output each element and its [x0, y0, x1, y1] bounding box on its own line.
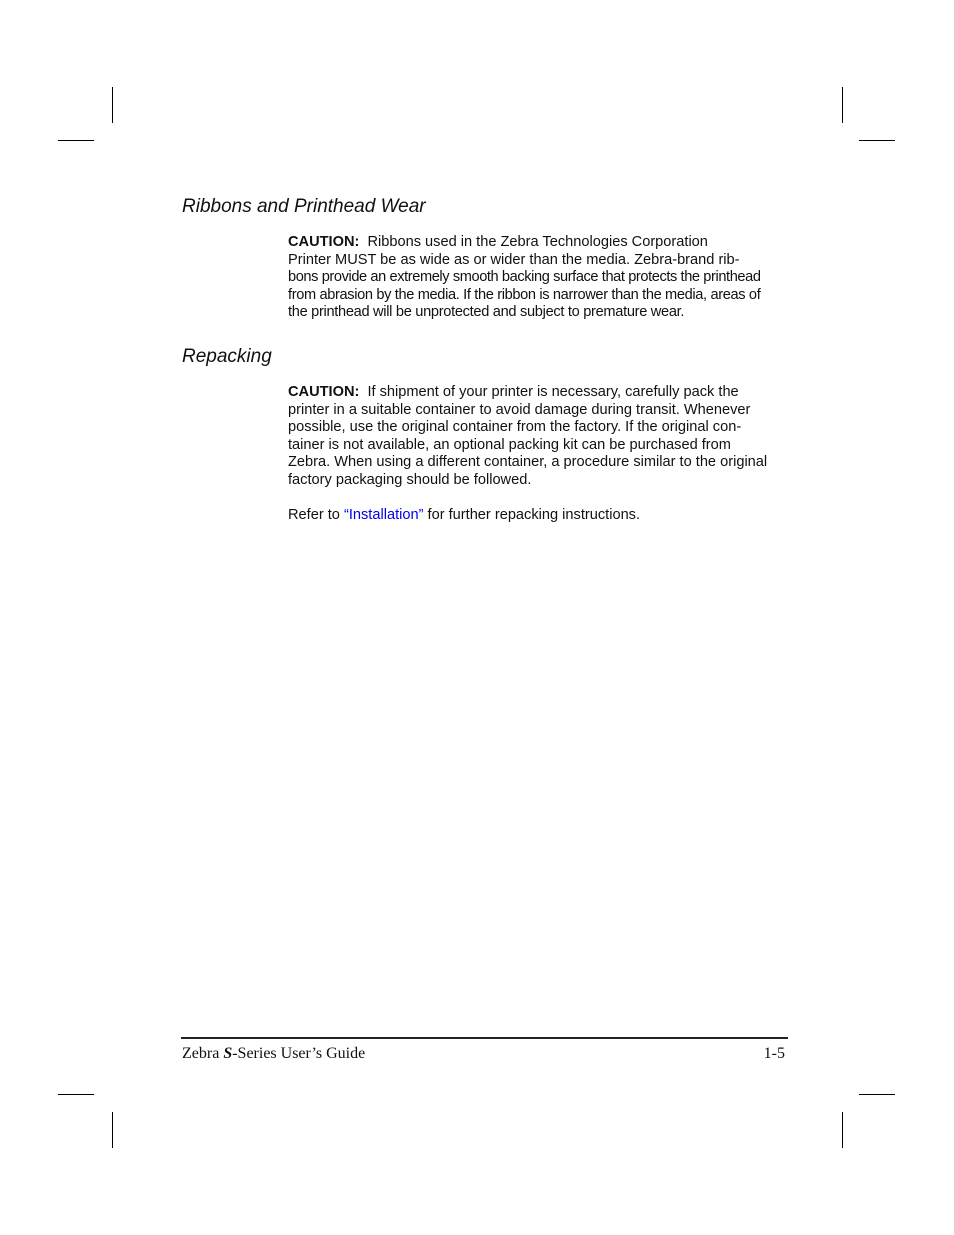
- text: Zebra: [182, 1045, 224, 1062]
- text-line: If shipment of your printer is necessary, carefully pack the: [367, 384, 739, 400]
- crop-mark: [859, 1094, 895, 1095]
- brand-s: S: [223, 1045, 233, 1062]
- crop-mark: [859, 140, 895, 141]
- crop-mark: [842, 1112, 843, 1148]
- text-line: Zebra. When using a different container, a procedure similar to the original: [288, 454, 768, 471]
- caution-label: CAUTION:: [288, 234, 360, 250]
- section-heading: Ribbons and Printhead Wear: [182, 196, 426, 217]
- text-line: the printhead will be unprotected and subject to premature wear.: [288, 304, 685, 321]
- crop-mark: [112, 1112, 113, 1148]
- caution-label: CAUTION:: [288, 384, 360, 400]
- crop-mark: [112, 87, 113, 123]
- text-line: Ribbons used in the Zebra Technologies Corporation: [367, 234, 708, 250]
- footer-rule: [181, 1037, 788, 1039]
- installation-link[interactable]: “Installation”: [343, 507, 424, 523]
- refer-paragraph: [288, 507, 788, 525]
- page-number: 1-5: [763, 1045, 785, 1062]
- caution-paragraph: [288, 234, 788, 322]
- text-line: printer in a suitable container to avoid damage during transit. Whenever: [288, 401, 751, 418]
- crop-mark: [58, 140, 94, 141]
- text-line: from abrasion by the media. If the ribbon is narrower than the media, areas of: [288, 286, 761, 303]
- text-line: Printer MUST be as wide as or wider than the media. Zebra-brand rib-: [288, 251, 740, 268]
- crop-mark: [58, 1094, 94, 1095]
- caution-paragraph: [288, 384, 788, 490]
- text-line: possible, use the original container from the factory. If the original con-: [288, 419, 742, 436]
- text: -Series User’s Guide: [232, 1045, 366, 1062]
- text-line: bons provide an extremely smooth backing surface that protects the printhead: [288, 269, 761, 286]
- footer-title: [182, 1045, 365, 1063]
- text-line: tainer is not available, an optional packing kit can be purchased from: [288, 436, 731, 453]
- crop-mark: [842, 87, 843, 123]
- text: for further repacking instructions.: [423, 507, 641, 523]
- text-line: factory packaging should be followed.: [288, 471, 532, 488]
- text: Refer to: [288, 507, 344, 523]
- section-heading: Repacking: [182, 346, 272, 367]
